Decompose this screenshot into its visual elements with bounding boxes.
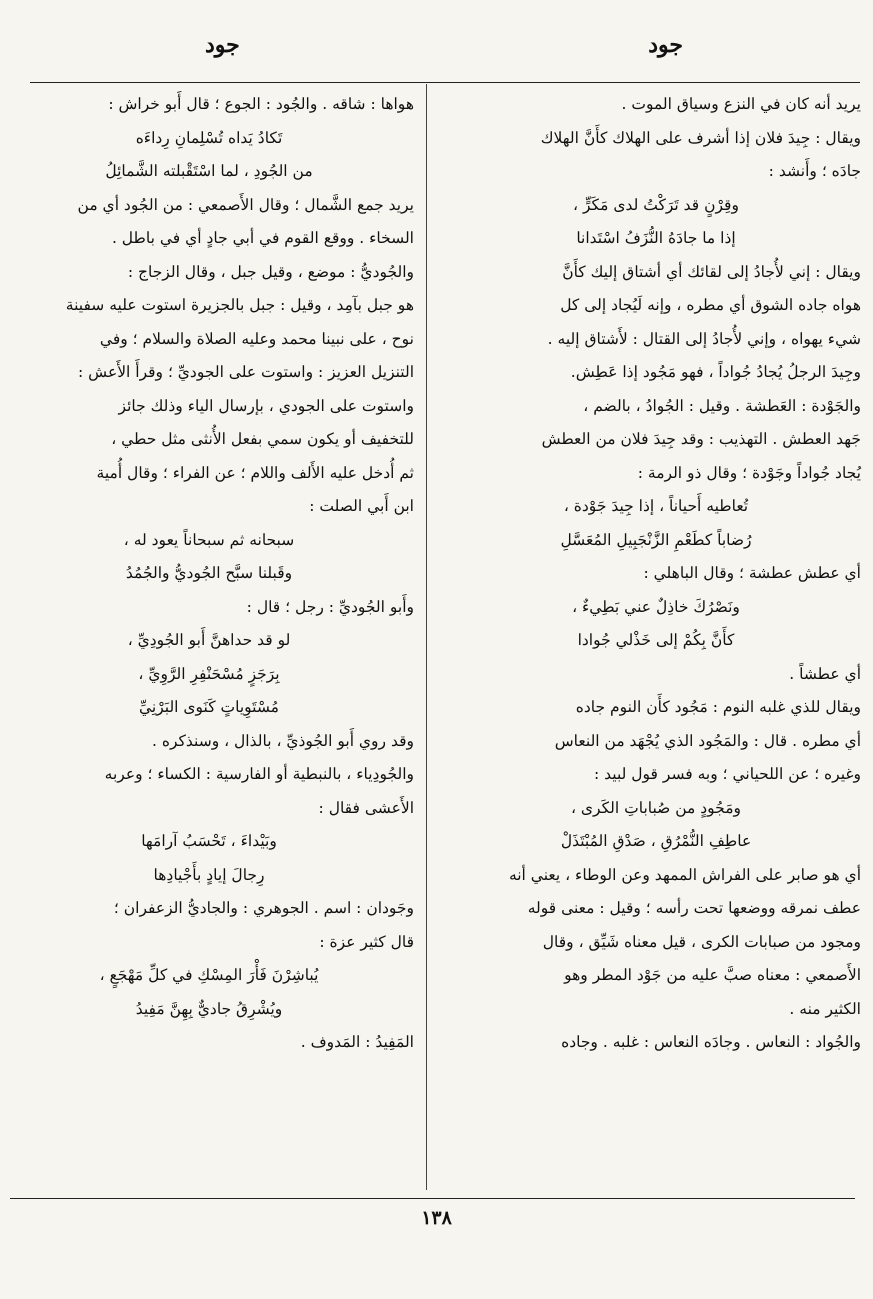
text-line: والجُودِياء ، بالنبطية أو الفارسية : الكساء ؛ وعربه [104,765,414,783]
verse-line: رُضاباً كطَعْمِ الزَّنْجَبِيلِ المُعَسَّلِ [560,530,752,549]
text-line: جادَه ؛ وأَنشد : [768,162,861,180]
verse-line: ونَصْرُكَ خاذِلٌ عني بَطِيءٌ ، [572,597,740,616]
text-line: والجُواد : النعاس . وجادَه النعاس : غلبه . وجاده [561,1033,861,1051]
text-line: والجَوْدة : العَطشة . وقيل : الجُوادُ ، بالضم ، [583,396,861,415]
text-line: وأَبو الجُوديِّ : رجل ؛ قال : [246,597,414,616]
verse-line: وقَبلنا سبَّح الجُوديُّ والجُمُدُ [125,564,293,582]
text-line: الكثير منه . [789,999,861,1018]
verse-line: عاطِفِ النُّمْرُقِ ، صَدْقِ المُبْتَذَلْ [560,832,752,850]
text-line: ويقال للذي غلبه النوم : مَجُود كأَن النوم جاده [575,698,861,716]
text-line: ومجود من صبابات الكرى ، قيل معناه شَيِّق ، وقال [542,932,861,951]
text-line: التنزيل العزيز : واستوت على الجوديِّ ؛ وقرأَ الأَعش : [78,363,414,381]
verse-line: ويُشْرِقُ جاديٌّ بِهِنَّ مَفِيدُ [135,999,283,1018]
verse-line: بِرَجَزٍ مُسْحَنْفِرِ الرَّوِيِّ ، [138,664,280,683]
verse-line: كأَنَّ بِكُمْ إلى خَذْلي جُوادا [577,631,735,649]
left-column [14,88,414,1060]
verse-line: ومَجُودٍ من صُباباتِ الكَرى ، [571,798,741,817]
text-line: وغيره ؛ عن اللحياني ؛ وبه فسر قول لبيد : [594,765,861,783]
text-line: وجِيدَ الرجلُ يُجادُ جُواداً ، فهو مَجُود إذا عَطِش. [570,363,861,381]
verse-line: سبحانه ثم سبحاناً يعود له ، [123,530,295,549]
text-line: عطف نمرقه ووضعها تحت رأسه ؛ وقيل : معنى قوله [527,899,861,917]
bottom-rule [10,1198,855,1199]
verse-line: وقِرْنٍ قد تَرَكْتُ لدى مَكَرٍّ ، [573,195,739,214]
right-column [461,88,861,1060]
text-line: وجَودان : اسم . الجوهري : والجاديُّ الزعفران ؛ [113,899,414,917]
verse-line: إذا ما جادَهُ النُّزَفُ اسْتَدانا [576,229,736,247]
text-line: نوح ، على نبينا محمد وعليه الصلاة والسلام ؛ وفي [99,329,414,348]
verse-line: تُعاطيه أَحياناً ، إذا جِيدَ جَوْدة ، [563,497,749,515]
text-line: والجُوديُّ : موضع ، وقيل جبل ، وقال الزجاج : [127,262,414,281]
verse-line: وبَيْداءَ ، تَحْسَبُ آرامَها [141,832,277,850]
text-line: هو جبل بآمِد ، وقيل : جبل بالجزيرة استوت عليه سفينة [65,296,414,314]
right-header-word: جود [648,32,683,58]
text-line: شيء يهواه ، وإني لأُجادُ إلى القتال : لأَشتاق إليه . [547,329,861,348]
text-line: أي مطره . قال : والمَجُود الذي يُجْهَد من النعاس [554,731,861,750]
verse-line: رِجالَ إيادٍ بأَجْيادِها [153,865,265,884]
text-line: أي عطش عطشة ؛ وقال الباهلي : [643,564,861,582]
text-line: وقد روي أَبو الجُوذيِّ ، بالذال ، وسنذكره . [152,731,414,750]
text-line: ويقال : إني لأُجادُ إلى لقائك أي أشتاق إليك كأَنَّ [562,262,861,281]
verse-line: مُسْتَوِياتٍ كَنَوى البَرْنِيِّ [139,698,279,716]
left-header-word: جود [205,32,240,58]
verse-line: من الجُودِ ، لما اسْتَقْبلته الشَّمائِلُ [105,162,313,180]
text-line: ابن أَبي الصلت : [309,497,414,515]
text-line: الأَصمعي : معناه صبَّ عليه من جَوْد المطر وهو [564,966,861,984]
column-divider [426,84,427,1190]
text-line: ثم أُدخل عليه الأَلف واللام ؛ عن الفراء ؛ وقال أُمية [96,463,414,482]
text-line: يريد أنه كان في النزع وسياق الموت . [621,95,861,113]
text-line: أي هو صابر على الفراش الممهد وعن الوطاء ، يعني أنه [508,865,861,884]
text-line: هواها : شاقه . والجُود : الجوع ؛ قال أَبو خراش : [108,95,414,113]
text-line: قال كثير عزة : [319,932,414,951]
text-line: يُجاد جُواداً وجَوْدة ؛ وقال ذو الرمة : [637,463,861,482]
verse-line: تَكادُ يَداه تُسْلِمانِ رِداءَه [135,128,283,147]
text-line: الأَعشى فقال : [318,798,414,817]
text-line: السخاء . ووقع القوم في أبي جادٍ أي في باطل . [111,229,414,247]
text-line: ويقال : جِيدَ فلان إذا أشرف على الهلاك كأَنَّ الهلاك [540,128,861,147]
verse-line: لو قد حداهنَّ أَبو الجُودِيِّ ، [127,631,291,649]
text-line: أي عطشاً . [789,664,861,683]
text-line: هواه جاده الشوق أي مطره ، وإنه لَيُجاد إلى كل [560,296,861,314]
text-line: للتخفيف أو يكون سمي بفعل الأُنثى مثل حطي ، [111,430,414,448]
text-line: المَفِيدُ : المَدوف . [300,1033,414,1051]
text-line: يريد جمع الشَّمال ؛ وقال الأَصمعي : من الجُود أي من [77,195,414,214]
text-line: جَهد العطش . التهذيب : وقد جِيدَ فلان من العطش [541,430,861,448]
text-line: واستوت على الجودي ، بإرسال الياء وذلك جائز [118,396,414,415]
page-number: ١٣٨ [421,1207,452,1229]
verse-line: يُباشِرْنَ فَأْرَ المِسْكِ في كلِّ مَهْجَعٍ ، [99,966,319,984]
top-rule [30,82,860,83]
